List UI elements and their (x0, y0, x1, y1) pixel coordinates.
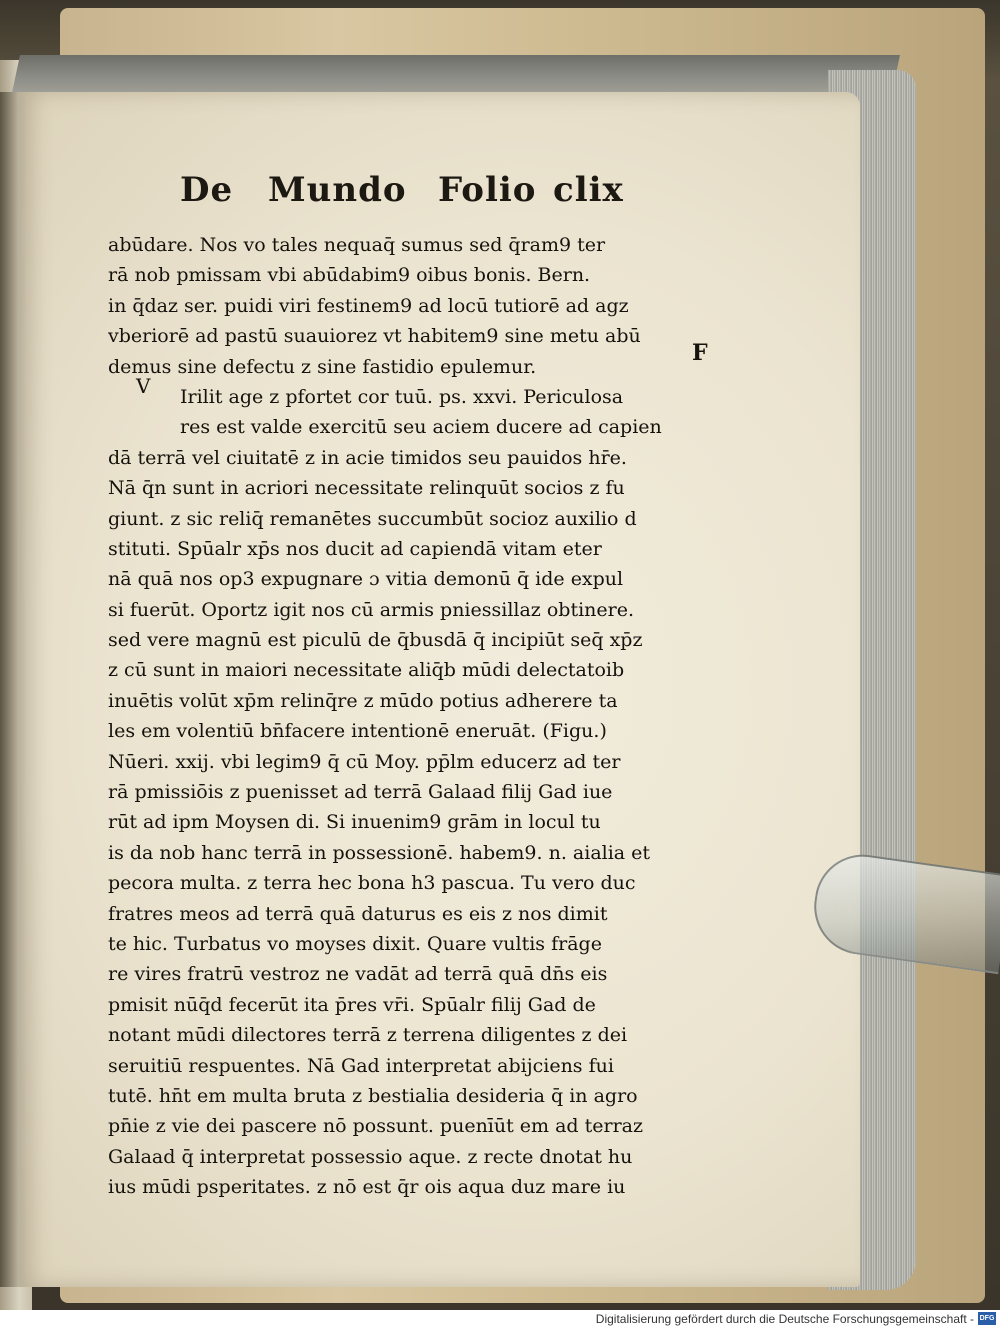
text-line: pmisit nūq̄d fecerūt ita p̄res vr̄i. Spūalr filij Gad de (108, 993, 596, 1016)
gutter-shadow (0, 92, 26, 1287)
text-line: re vires fratrū vestroz ne vadāt ad terrā quā dn̄s eis (108, 963, 608, 986)
text-line: stituti. Spūalr xp̄s nos ducit ad capiendā vitam eter (108, 537, 602, 560)
text-line: demus sine defectu z sine fastidio epulemur. (108, 355, 537, 378)
text-line: abūdare. Nos vo tales nequaq̄ sumus sed q̄ram9 ter (108, 234, 606, 256)
funding-credit: Digitalisierung gefördert durch die Deutsche Forschungsgemeinschaft - (595, 1312, 974, 1326)
text-line: rā nob pmissam vbi abūdabim9 oibus bonis. Bern. (108, 264, 591, 287)
running-head-folio-number: clix (553, 170, 624, 210)
text-line: dā terrā vel ciuitatē z in acie timidos seu pauidos hr̄e. (108, 446, 627, 469)
text-line: ius mūdi psperitates. z nō est q̄r ois aqua duz mare iu (108, 1176, 626, 1199)
text-line: notant mūdi dilectores terrā z terrena diligentes z dei (108, 1024, 628, 1047)
text-line: pecora multa. z terra hec bona h3 pascua. Tu vero duc (108, 872, 636, 895)
text-line: res est valde exercitū seu aciem ducere ad capien (180, 416, 662, 439)
text-line: rā pmissiōis z puenisset ad terrā Galaad filij Gad iue (108, 781, 613, 804)
text-line: si fuerūt. Oportz igit nos cū armis pniessillaz obtinere. (108, 598, 635, 621)
text-line: les em volentiū bn̄facere intentionē eneruāt. (Figu.) (108, 720, 607, 743)
text-line: Galaad q̄ interpretat possessio aque. z recte dnotat hu (108, 1145, 633, 1168)
running-head-folio-label: Folio (438, 170, 537, 210)
text-line: pn̄ie z vie dei pascere nō possunt. puenīūt em ad terraz (108, 1115, 644, 1138)
text-line: Nūeri. xxij. vbi legim9 q̄ cū Moy. pp̄lm educerz ad ter (108, 750, 621, 773)
body-text (108, 230, 768, 1203)
dfg-logo: DFG (978, 1312, 996, 1325)
text-line: fratres meos ad terrā quā daturus es eis z nos dimit (108, 902, 608, 925)
running-head-word-2: Mundo (268, 170, 407, 210)
text-line: sed vere magnū est piculū de q̄busdā q̄ incipiūt seq̄ xp̄z (108, 629, 643, 652)
marginal-letter-left: V (136, 374, 151, 398)
text-line: seruitiū respuentes. Nā Gad interpretat abijciens fui (108, 1054, 614, 1077)
text-line: nā quā nos op3 expugnare ɔ vitia demonū q̄ ide expul (108, 568, 624, 591)
text-line: is da nob hanc terrā in possessionē. habem9. n. aialia et (108, 841, 651, 864)
text-line: Irilit age z pfortet cor tuū. ps. xxvi. Periculosa (180, 385, 624, 408)
text-line: inuētis volūt xp̄m relinq̄re z mūdo potius adherere ta (108, 689, 618, 712)
running-head-word-1: De (180, 170, 234, 210)
text-line: giunt. z sic reliq̄ remanētes succumbūt socioz auxilio d (108, 507, 637, 530)
text-line: tutē. hn̄t em multa bruta z bestialia desideria q̄ in agro (108, 1084, 638, 1107)
text-line: te hic. Turbatus vo moyses dixit. Quare vultis frāge (108, 932, 602, 955)
marginal-letter-right: F (692, 340, 708, 366)
text-line: in q̄daz ser. puidi viri festinem9 ad locū tutiorē ad agz (108, 294, 629, 317)
text-line: vberiorē ad pastū suauiorez vt habitem9 sine metu abū (108, 325, 641, 348)
text-line: Nā q̄n sunt in acriori necessitate relinquūt socios z fu (108, 477, 625, 500)
text-line: rūt ad ipm Moysen di. Si inuenim9 grām in locul tu (108, 811, 601, 834)
text-line: z cū sunt in maiori necessitate aliq̄b mūdi delectatoib (108, 659, 625, 682)
